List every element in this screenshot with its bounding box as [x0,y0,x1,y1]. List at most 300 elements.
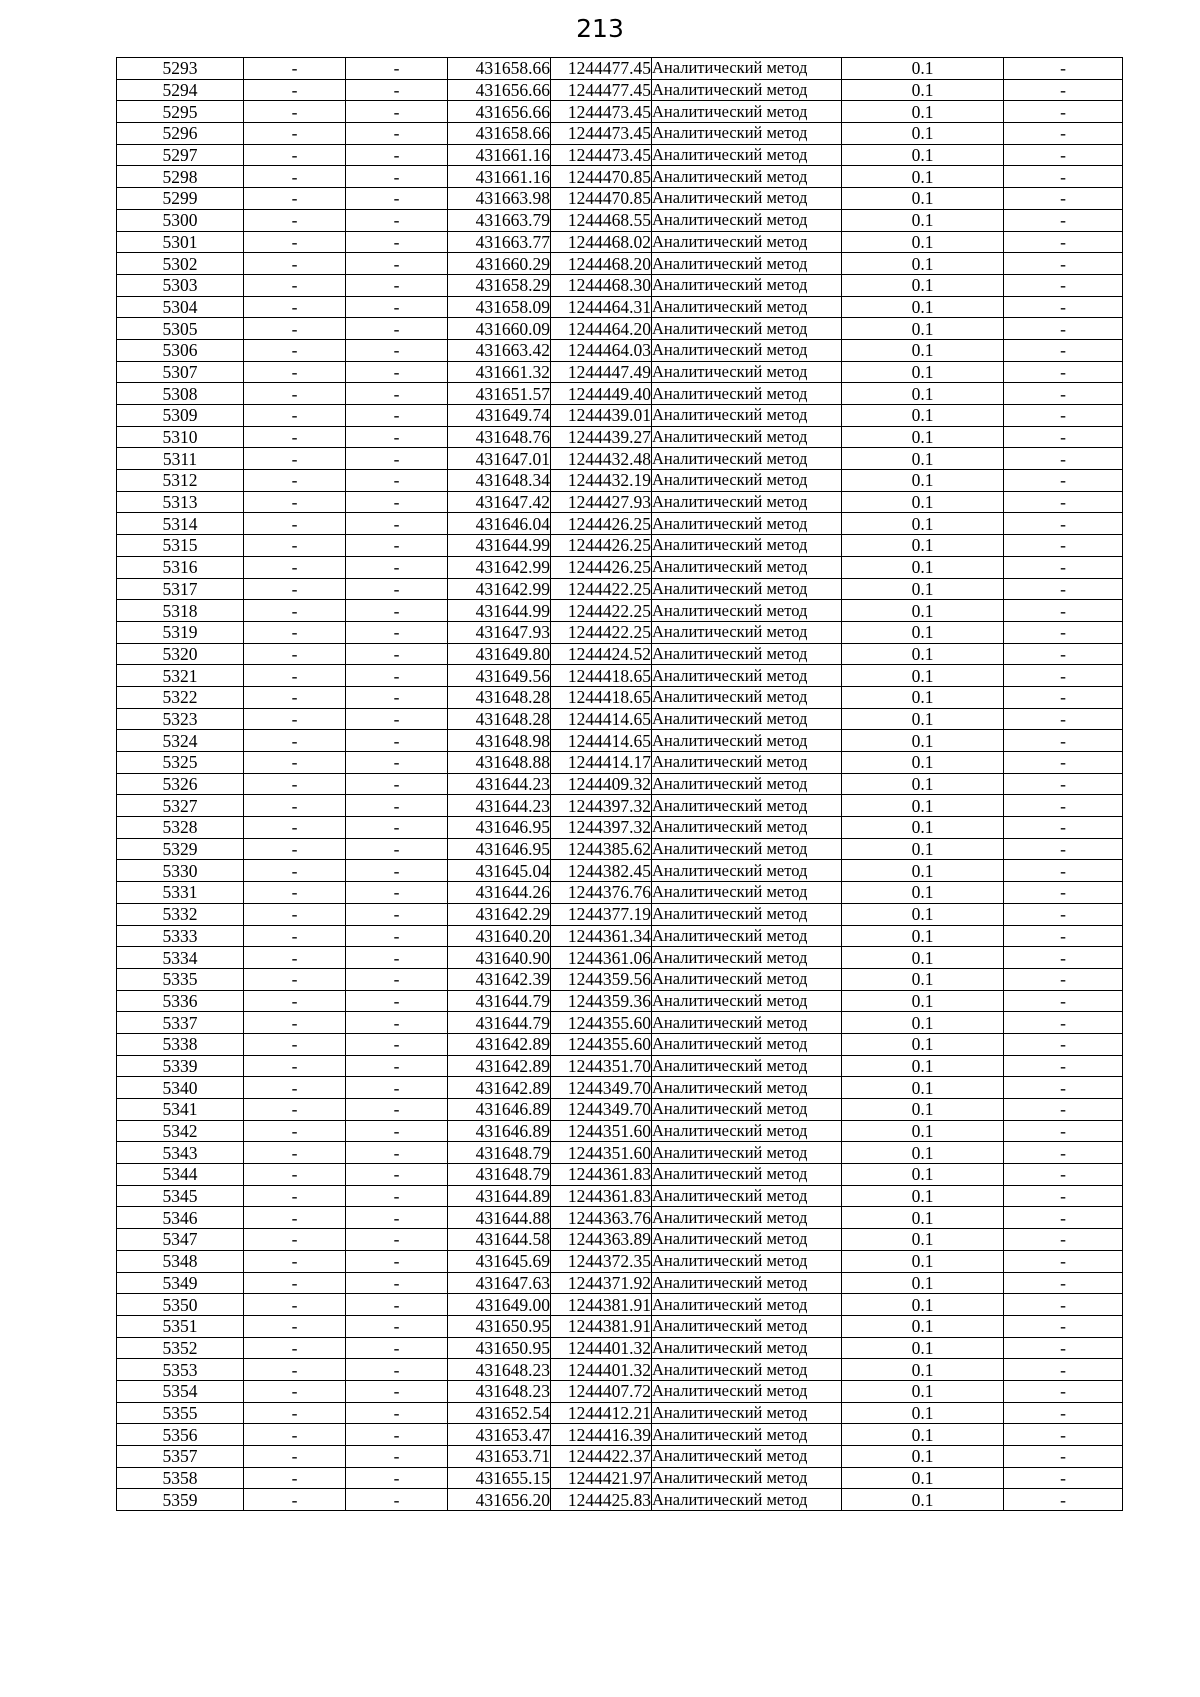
cell-point-number: 5306 [117,339,244,361]
cell-empty-2: - [346,578,448,600]
cell-point-number: 5296 [117,123,244,145]
cell-empty-1: - [244,1077,346,1099]
cell-y-coordinate: 1244382.45 [551,860,652,882]
cell-method: Аналитический метод [652,1272,842,1294]
cell-point-number: 5323 [117,708,244,730]
cell-x-coordinate: 431648.23 [448,1359,551,1381]
cell-empty-2: - [346,882,448,904]
cell-method: Аналитический метод [652,600,842,622]
cell-x-coordinate: 431656.20 [448,1489,551,1511]
cell-accuracy: 0.1 [842,708,1004,730]
cell-empty-2: - [346,665,448,687]
cell-empty-2: - [346,990,448,1012]
cell-note: - [1004,795,1123,817]
table-row [117,274,1123,296]
cell-y-coordinate: 1244363.76 [551,1207,652,1229]
cell-x-coordinate: 431649.74 [448,405,551,427]
cell-empty-1: - [244,1402,346,1424]
cell-note: - [1004,1272,1123,1294]
cell-empty-1: - [244,1467,346,1489]
cell-y-coordinate: 1244422.25 [551,621,652,643]
cell-method: Аналитический метод [652,795,842,817]
cell-method: Аналитический метод [652,209,842,231]
cell-point-number: 5355 [117,1402,244,1424]
table-row [117,296,1123,318]
cell-note: - [1004,535,1123,557]
cell-empty-1: - [244,947,346,969]
table-row [117,925,1123,947]
cell-point-number: 5316 [117,556,244,578]
cell-point-number: 5301 [117,231,244,253]
cell-point-number: 5329 [117,838,244,860]
cell-x-coordinate: 431645.04 [448,860,551,882]
cell-y-coordinate: 1244381.91 [551,1315,652,1337]
cell-y-coordinate: 1244385.62 [551,838,652,860]
cell-empty-2: - [346,1489,448,1511]
cell-empty-2: - [346,101,448,123]
cell-method: Аналитический метод [652,838,842,860]
table-row [117,643,1123,665]
table-row [117,1207,1123,1229]
cell-y-coordinate: 1244477.45 [551,58,652,80]
cell-accuracy: 0.1 [842,947,1004,969]
cell-method: Аналитический метод [652,470,842,492]
cell-y-coordinate: 1244439.01 [551,405,652,427]
cell-x-coordinate: 431644.23 [448,795,551,817]
cell-empty-2: - [346,600,448,622]
cell-note: - [1004,296,1123,318]
table-row [117,1272,1123,1294]
cell-y-coordinate: 1244422.25 [551,600,652,622]
cell-point-number: 5310 [117,426,244,448]
table-row [117,58,1123,80]
cell-point-number: 5298 [117,166,244,188]
table-row [117,383,1123,405]
cell-note: - [1004,1142,1123,1164]
cell-empty-1: - [244,600,346,622]
cell-accuracy: 0.1 [842,231,1004,253]
cell-note: - [1004,1424,1123,1446]
cell-accuracy: 0.1 [842,470,1004,492]
table-row [117,968,1123,990]
cell-point-number: 5319 [117,621,244,643]
cell-accuracy: 0.1 [842,665,1004,687]
cell-empty-2: - [346,1185,448,1207]
cell-empty-1: - [244,1272,346,1294]
cell-method: Аналитический метод [652,578,842,600]
cell-empty-2: - [346,166,448,188]
cell-note: - [1004,838,1123,860]
cell-empty-1: - [244,296,346,318]
cell-point-number: 5338 [117,1033,244,1055]
table-row [117,795,1123,817]
cell-empty-1: - [244,1033,346,1055]
table-row [117,166,1123,188]
cell-empty-2: - [346,1359,448,1381]
cell-accuracy: 0.1 [842,556,1004,578]
cell-y-coordinate: 1244449.40 [551,383,652,405]
table-row [117,1315,1123,1337]
cell-accuracy: 0.1 [842,1402,1004,1424]
cell-empty-1: - [244,1294,346,1316]
cell-accuracy: 0.1 [842,1207,1004,1229]
cell-method: Аналитический метод [652,1033,842,1055]
cell-x-coordinate: 431661.32 [448,361,551,383]
table-row [117,1250,1123,1272]
cell-empty-2: - [346,535,448,557]
cell-empty-1: - [244,253,346,275]
cell-point-number: 5352 [117,1337,244,1359]
cell-y-coordinate: 1244409.32 [551,773,652,795]
cell-y-coordinate: 1244349.70 [551,1077,652,1099]
cell-empty-2: - [346,1207,448,1229]
cell-accuracy: 0.1 [842,730,1004,752]
cell-x-coordinate: 431661.16 [448,144,551,166]
cell-point-number: 5317 [117,578,244,600]
cell-note: - [1004,860,1123,882]
cell-y-coordinate: 1244412.21 [551,1402,652,1424]
cell-note: - [1004,882,1123,904]
cell-x-coordinate: 431642.29 [448,903,551,925]
cell-note: - [1004,1315,1123,1337]
cell-empty-2: - [346,274,448,296]
cell-y-coordinate: 1244425.83 [551,1489,652,1511]
cell-empty-2: - [346,231,448,253]
cell-y-coordinate: 1244432.48 [551,448,652,470]
cell-point-number: 5341 [117,1099,244,1121]
cell-point-number: 5305 [117,318,244,340]
cell-x-coordinate: 431656.66 [448,101,551,123]
cell-empty-1: - [244,1185,346,1207]
cell-method: Аналитический метод [652,339,842,361]
cell-empty-1: - [244,1489,346,1511]
cell-note: - [1004,665,1123,687]
cell-accuracy: 0.1 [842,448,1004,470]
table-row [117,860,1123,882]
cell-y-coordinate: 1244401.32 [551,1359,652,1381]
cell-y-coordinate: 1244426.25 [551,513,652,535]
cell-empty-2: - [346,339,448,361]
cell-empty-2: - [346,925,448,947]
cell-note: - [1004,556,1123,578]
table-row [117,838,1123,860]
cell-note: - [1004,1077,1123,1099]
cell-point-number: 5353 [117,1359,244,1381]
cell-empty-2: - [346,1142,448,1164]
cell-y-coordinate: 1244372.35 [551,1250,652,1272]
cell-empty-1: - [244,274,346,296]
cell-empty-1: - [244,231,346,253]
cell-x-coordinate: 431660.09 [448,318,551,340]
cell-accuracy: 0.1 [842,1099,1004,1121]
cell-empty-1: - [244,817,346,839]
cell-empty-1: - [244,1446,346,1468]
cell-empty-1: - [244,101,346,123]
cell-accuracy: 0.1 [842,79,1004,101]
cell-point-number: 5294 [117,79,244,101]
cell-x-coordinate: 431658.66 [448,123,551,145]
cell-method: Аналитический метод [652,643,842,665]
cell-y-coordinate: 1244363.89 [551,1229,652,1251]
cell-accuracy: 0.1 [842,1489,1004,1511]
cell-x-coordinate: 431647.63 [448,1272,551,1294]
cell-empty-1: - [244,686,346,708]
cell-empty-1: - [244,123,346,145]
cell-y-coordinate: 1244426.25 [551,535,652,557]
cell-y-coordinate: 1244351.60 [551,1142,652,1164]
cell-point-number: 5357 [117,1446,244,1468]
cell-accuracy: 0.1 [842,188,1004,210]
cell-x-coordinate: 431650.95 [448,1315,551,1337]
table-row [117,1489,1123,1511]
cell-method: Аналитический метод [652,123,842,145]
cell-note: - [1004,209,1123,231]
cell-x-coordinate: 431649.80 [448,643,551,665]
cell-empty-2: - [346,1250,448,1272]
cell-accuracy: 0.1 [842,296,1004,318]
cell-y-coordinate: 1244351.70 [551,1055,652,1077]
cell-point-number: 5331 [117,882,244,904]
cell-point-number: 5354 [117,1380,244,1402]
cell-x-coordinate: 431642.99 [448,578,551,600]
cell-y-coordinate: 1244414.17 [551,752,652,774]
table-row [117,1055,1123,1077]
table-row [117,535,1123,557]
cell-empty-2: - [346,1120,448,1142]
cell-note: - [1004,426,1123,448]
cell-note: - [1004,188,1123,210]
cell-method: Аналитический метод [652,1229,842,1251]
cell-method: Аналитический метод [652,1446,842,1468]
cell-x-coordinate: 431645.69 [448,1250,551,1272]
table-row [117,1467,1123,1489]
cell-empty-1: - [244,58,346,80]
cell-empty-2: - [346,1294,448,1316]
cell-method: Аналитический метод [652,535,842,557]
cell-empty-2: - [346,556,448,578]
cell-note: - [1004,1294,1123,1316]
cell-empty-1: - [244,1424,346,1446]
cell-note: - [1004,686,1123,708]
cell-method: Аналитический метод [652,1250,842,1272]
cell-y-coordinate: 1244397.32 [551,817,652,839]
cell-method: Аналитический метод [652,253,842,275]
cell-empty-2: - [346,621,448,643]
cell-point-number: 5299 [117,188,244,210]
table-row [117,621,1123,643]
cell-note: - [1004,383,1123,405]
cell-note: - [1004,79,1123,101]
cell-note: - [1004,1359,1123,1381]
cell-note: - [1004,947,1123,969]
cell-point-number: 5336 [117,990,244,1012]
cell-y-coordinate: 1244477.45 [551,79,652,101]
cell-empty-2: - [346,1033,448,1055]
cell-method: Аналитический метод [652,1185,842,1207]
cell-empty-1: - [244,448,346,470]
cell-method: Аналитический метод [652,1380,842,1402]
cell-empty-1: - [244,708,346,730]
table-row [117,1229,1123,1251]
cell-empty-1: - [244,361,346,383]
cell-note: - [1004,318,1123,340]
cell-accuracy: 0.1 [842,209,1004,231]
cell-empty-1: - [244,1055,346,1077]
table-row [117,882,1123,904]
cell-y-coordinate: 1244468.02 [551,231,652,253]
table-row [117,773,1123,795]
cell-method: Аналитический метод [652,752,842,774]
table-row [117,101,1123,123]
cell-empty-2: - [346,1337,448,1359]
cell-empty-1: - [244,1099,346,1121]
cell-y-coordinate: 1244424.52 [551,643,652,665]
cell-empty-2: - [346,1467,448,1489]
cell-note: - [1004,730,1123,752]
cell-method: Аналитический метод [652,665,842,687]
cell-note: - [1004,990,1123,1012]
cell-x-coordinate: 431644.26 [448,882,551,904]
cell-method: Аналитический метод [652,1294,842,1316]
cell-method: Аналитический метод [652,903,842,925]
cell-method: Аналитический метод [652,383,842,405]
table-row [117,600,1123,622]
cell-empty-1: - [244,1142,346,1164]
table-row [117,1446,1123,1468]
cell-method: Аналитический метод [652,1467,842,1489]
cell-note: - [1004,1164,1123,1186]
cell-note: - [1004,578,1123,600]
cell-method: Аналитический метод [652,925,842,947]
cell-x-coordinate: 431644.79 [448,990,551,1012]
cell-x-coordinate: 431647.01 [448,448,551,470]
cell-method: Аналитический метод [652,1012,842,1034]
table-row [117,578,1123,600]
cell-accuracy: 0.1 [842,773,1004,795]
cell-x-coordinate: 431653.71 [448,1446,551,1468]
cell-y-coordinate: 1244464.31 [551,296,652,318]
cell-y-coordinate: 1244470.85 [551,166,652,188]
cell-accuracy: 0.1 [842,1077,1004,1099]
cell-empty-2: - [346,426,448,448]
cell-note: - [1004,101,1123,123]
cell-x-coordinate: 431656.66 [448,79,551,101]
cell-empty-2: - [346,1402,448,1424]
cell-x-coordinate: 431648.88 [448,752,551,774]
cell-accuracy: 0.1 [842,58,1004,80]
cell-method: Аналитический метод [652,1489,842,1511]
cell-point-number: 5346 [117,1207,244,1229]
cell-empty-2: - [346,209,448,231]
cell-point-number: 5340 [117,1077,244,1099]
cell-y-coordinate: 1244414.65 [551,730,652,752]
cell-point-number: 5339 [117,1055,244,1077]
cell-y-coordinate: 1244421.97 [551,1467,652,1489]
cell-point-number: 5358 [117,1467,244,1489]
cell-accuracy: 0.1 [842,1359,1004,1381]
cell-accuracy: 0.1 [842,318,1004,340]
table-row [117,231,1123,253]
cell-y-coordinate: 1244439.27 [551,426,652,448]
cell-method: Аналитический метод [652,990,842,1012]
table-row [117,405,1123,427]
cell-y-coordinate: 1244426.25 [551,556,652,578]
cell-accuracy: 0.1 [842,123,1004,145]
table-row [117,426,1123,448]
cell-method: Аналитический метод [652,947,842,969]
cell-point-number: 5314 [117,513,244,535]
cell-point-number: 5322 [117,686,244,708]
cell-empty-1: - [244,318,346,340]
cell-accuracy: 0.1 [842,1467,1004,1489]
cell-x-coordinate: 431650.95 [448,1337,551,1359]
cell-empty-1: - [244,968,346,990]
cell-empty-2: - [346,361,448,383]
cell-empty-1: - [244,1337,346,1359]
cell-accuracy: 0.1 [842,1185,1004,1207]
table-body [117,58,1123,1511]
table-row [117,1185,1123,1207]
cell-accuracy: 0.1 [842,513,1004,535]
cell-x-coordinate: 431642.39 [448,968,551,990]
cell-point-number: 5325 [117,752,244,774]
cell-empty-2: - [346,643,448,665]
cell-y-coordinate: 1244418.65 [551,686,652,708]
cell-x-coordinate: 431648.23 [448,1380,551,1402]
cell-note: - [1004,752,1123,774]
cell-y-coordinate: 1244468.30 [551,274,652,296]
cell-note: - [1004,231,1123,253]
table-row [117,79,1123,101]
cell-empty-1: - [244,209,346,231]
cell-empty-1: - [244,730,346,752]
cell-note: - [1004,123,1123,145]
cell-method: Аналитический метод [652,686,842,708]
cell-method: Аналитический метод [652,491,842,513]
cell-accuracy: 0.1 [842,1055,1004,1077]
cell-accuracy: 0.1 [842,600,1004,622]
cell-accuracy: 0.1 [842,643,1004,665]
cell-point-number: 5349 [117,1272,244,1294]
cell-point-number: 5350 [117,1294,244,1316]
cell-x-coordinate: 431646.89 [448,1120,551,1142]
cell-x-coordinate: 431644.23 [448,773,551,795]
cell-method: Аналитический метод [652,621,842,643]
cell-point-number: 5347 [117,1229,244,1251]
cell-point-number: 5303 [117,274,244,296]
cell-empty-2: - [346,947,448,969]
cell-y-coordinate: 1244464.03 [551,339,652,361]
cell-y-coordinate: 1244427.93 [551,491,652,513]
cell-accuracy: 0.1 [842,621,1004,643]
cell-method: Аналитический метод [652,1315,842,1337]
cell-y-coordinate: 1244447.49 [551,361,652,383]
cell-x-coordinate: 431642.89 [448,1055,551,1077]
cell-accuracy: 0.1 [842,1424,1004,1446]
cell-y-coordinate: 1244361.34 [551,925,652,947]
cell-point-number: 5324 [117,730,244,752]
cell-point-number: 5345 [117,1185,244,1207]
table-row [117,188,1123,210]
cell-accuracy: 0.1 [842,1294,1004,1316]
cell-note: - [1004,144,1123,166]
cell-y-coordinate: 1244381.91 [551,1294,652,1316]
cell-x-coordinate: 431663.98 [448,188,551,210]
cell-method: Аналитический метод [652,968,842,990]
cell-method: Аналитический метод [652,58,842,80]
cell-method: Аналитический метод [652,1164,842,1186]
cell-note: - [1004,274,1123,296]
